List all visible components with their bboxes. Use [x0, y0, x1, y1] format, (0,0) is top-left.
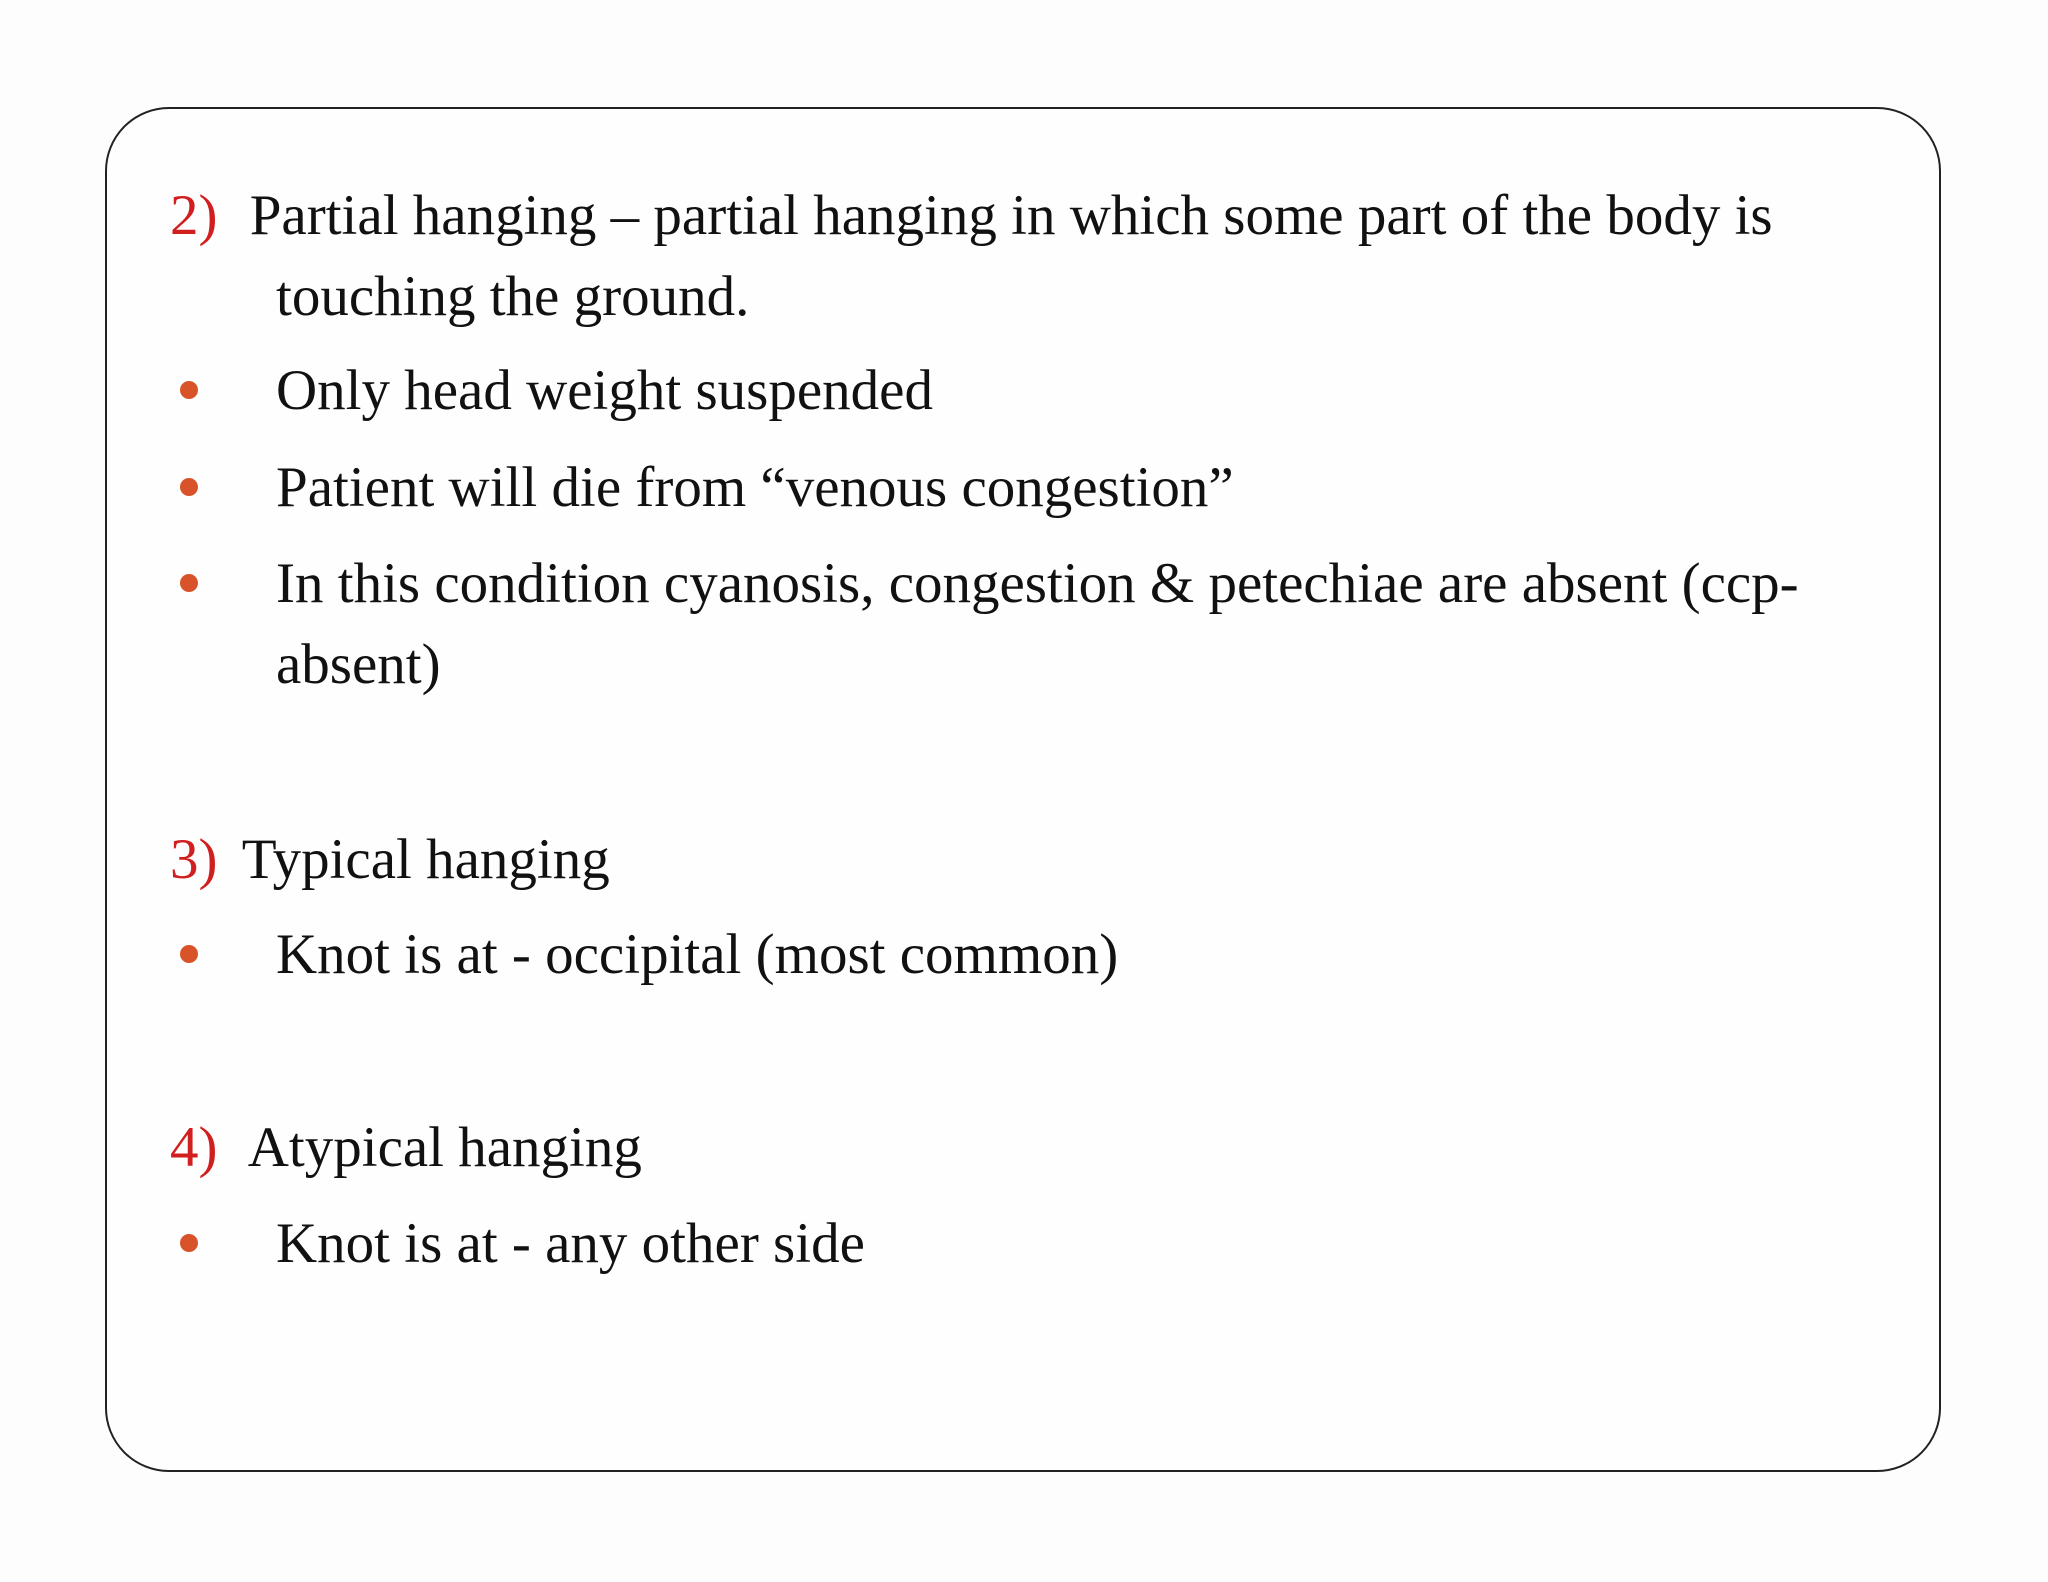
section-heading-text: Atypical hanging: [247, 1116, 642, 1179]
list-item: Knot is at - any other side: [276, 1212, 865, 1275]
section-3-heading: [170, 820, 610, 900]
section-heading-text: Partial hanging – partial hanging in which some part of the body is: [249, 184, 1773, 247]
section-2-heading: [170, 176, 1773, 256]
bullet-icon: [180, 478, 198, 496]
list-item: Knot is at - occipital (most common): [276, 923, 1119, 986]
section-2-heading-continued: touching the ground.: [276, 265, 750, 328]
section-heading-text: Typical hanging: [241, 828, 610, 891]
list-item: Only head weight suspended: [276, 359, 933, 422]
list-item: In this condition cyanosis, congestion & petechiae are absent (ccp-: [276, 552, 1799, 615]
bullet-icon: [180, 574, 198, 592]
bullet-icon: [180, 945, 198, 963]
list-item-continued: absent): [276, 633, 441, 696]
bullet-icon: [180, 381, 198, 399]
section-number: 3): [170, 828, 218, 891]
section-number: 2): [170, 184, 218, 247]
bullet-icon: [180, 1234, 198, 1252]
section-number: 4): [170, 1116, 218, 1179]
list-item: Patient will die from “venous congestion”: [276, 456, 1234, 519]
section-4-heading: [170, 1108, 642, 1188]
